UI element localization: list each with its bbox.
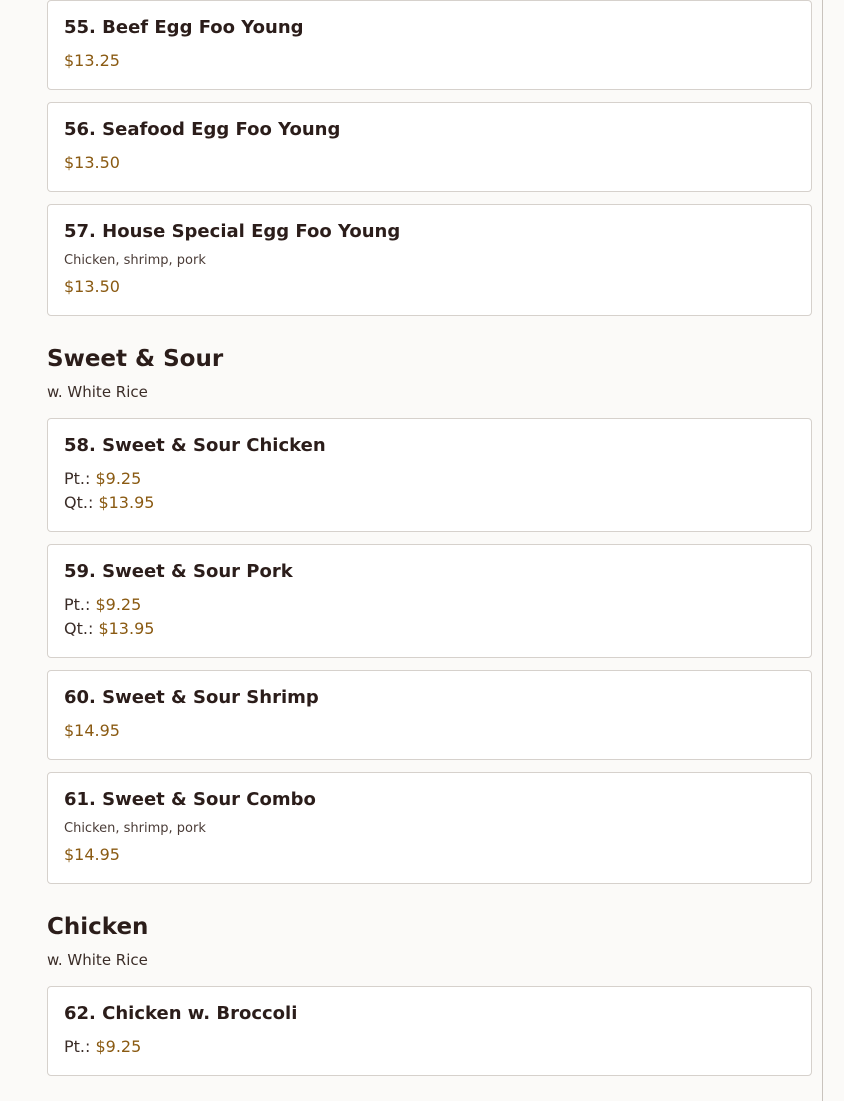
menu-item-card[interactable] bbox=[47, 102, 812, 192]
price-value: $14.95 bbox=[64, 721, 120, 740]
price-row bbox=[64, 275, 795, 299]
menu-item-card[interactable] bbox=[47, 204, 812, 316]
price-label: Pt.: bbox=[64, 1037, 96, 1056]
menu-item-card[interactable] bbox=[47, 670, 812, 760]
price-row bbox=[64, 467, 795, 491]
price-row bbox=[64, 49, 795, 73]
price-label: Pt.: bbox=[64, 595, 96, 614]
price-block bbox=[64, 843, 795, 883]
menu-item-card[interactable] bbox=[47, 418, 812, 532]
egg-foo-young-items bbox=[47, 0, 812, 316]
price-value: $13.95 bbox=[98, 619, 155, 638]
price-row bbox=[64, 1035, 795, 1059]
menu-item-name: 61. Sweet & Sour Combo bbox=[64, 789, 316, 810]
menu-item-name: 58. Sweet & Sour Chicken bbox=[64, 435, 326, 456]
price-value: $9.25 bbox=[95, 595, 142, 614]
menu-list bbox=[47, 0, 812, 1088]
menu-item-description: Chicken, shrimp, pork bbox=[64, 253, 206, 268]
menu-item-card[interactable] bbox=[47, 544, 812, 658]
menu-item-name: 57. House Special Egg Foo Young bbox=[64, 221, 401, 242]
price-label: Pt.: bbox=[64, 469, 96, 488]
price-value: $14.95 bbox=[64, 845, 120, 864]
price-value: $9.25 bbox=[95, 469, 142, 488]
section-title: Sweet & Sour bbox=[47, 346, 224, 372]
section-sweet-sour bbox=[47, 344, 812, 884]
price-row bbox=[64, 151, 795, 175]
section-subtitle: w. White Rice bbox=[47, 951, 148, 969]
price-block bbox=[64, 467, 795, 531]
menu-item-name: 62. Chicken w. Broccoli bbox=[64, 1003, 298, 1024]
scrollbar-divider bbox=[822, 0, 823, 1101]
price-row bbox=[64, 843, 795, 867]
price-value: $13.50 bbox=[64, 153, 120, 172]
price-block bbox=[64, 719, 795, 759]
price-row bbox=[64, 617, 795, 641]
price-label: Qt.: bbox=[64, 493, 99, 512]
menu-item-card[interactable] bbox=[47, 986, 812, 1076]
menu-item-name: 56. Seafood Egg Foo Young bbox=[64, 119, 341, 140]
price-value: $13.25 bbox=[64, 51, 120, 70]
section-title: Chicken bbox=[47, 914, 149, 940]
price-value: $9.25 bbox=[95, 1037, 142, 1056]
section-subtitle: w. White Rice bbox=[47, 383, 148, 401]
price-row bbox=[64, 719, 795, 743]
price-block bbox=[64, 151, 795, 191]
price-block bbox=[64, 275, 795, 315]
menu-item-name: 59. Sweet & Sour Pork bbox=[64, 561, 293, 582]
section-chicken bbox=[47, 912, 812, 1076]
price-block bbox=[64, 1035, 795, 1075]
menu-item-card[interactable] bbox=[47, 772, 812, 884]
price-row bbox=[64, 593, 795, 617]
price-value: $13.50 bbox=[64, 277, 120, 296]
price-label: Qt.: bbox=[64, 619, 99, 638]
price-block bbox=[64, 49, 795, 89]
menu-item-name: 55. Beef Egg Foo Young bbox=[64, 17, 304, 38]
price-block bbox=[64, 593, 795, 657]
price-row bbox=[64, 491, 795, 515]
menu-item-name: 60. Sweet & Sour Shrimp bbox=[64, 687, 319, 708]
price-value: $13.95 bbox=[98, 493, 155, 512]
menu-item-card[interactable] bbox=[47, 0, 812, 90]
menu-item-description: Chicken, shrimp, pork bbox=[64, 821, 206, 836]
